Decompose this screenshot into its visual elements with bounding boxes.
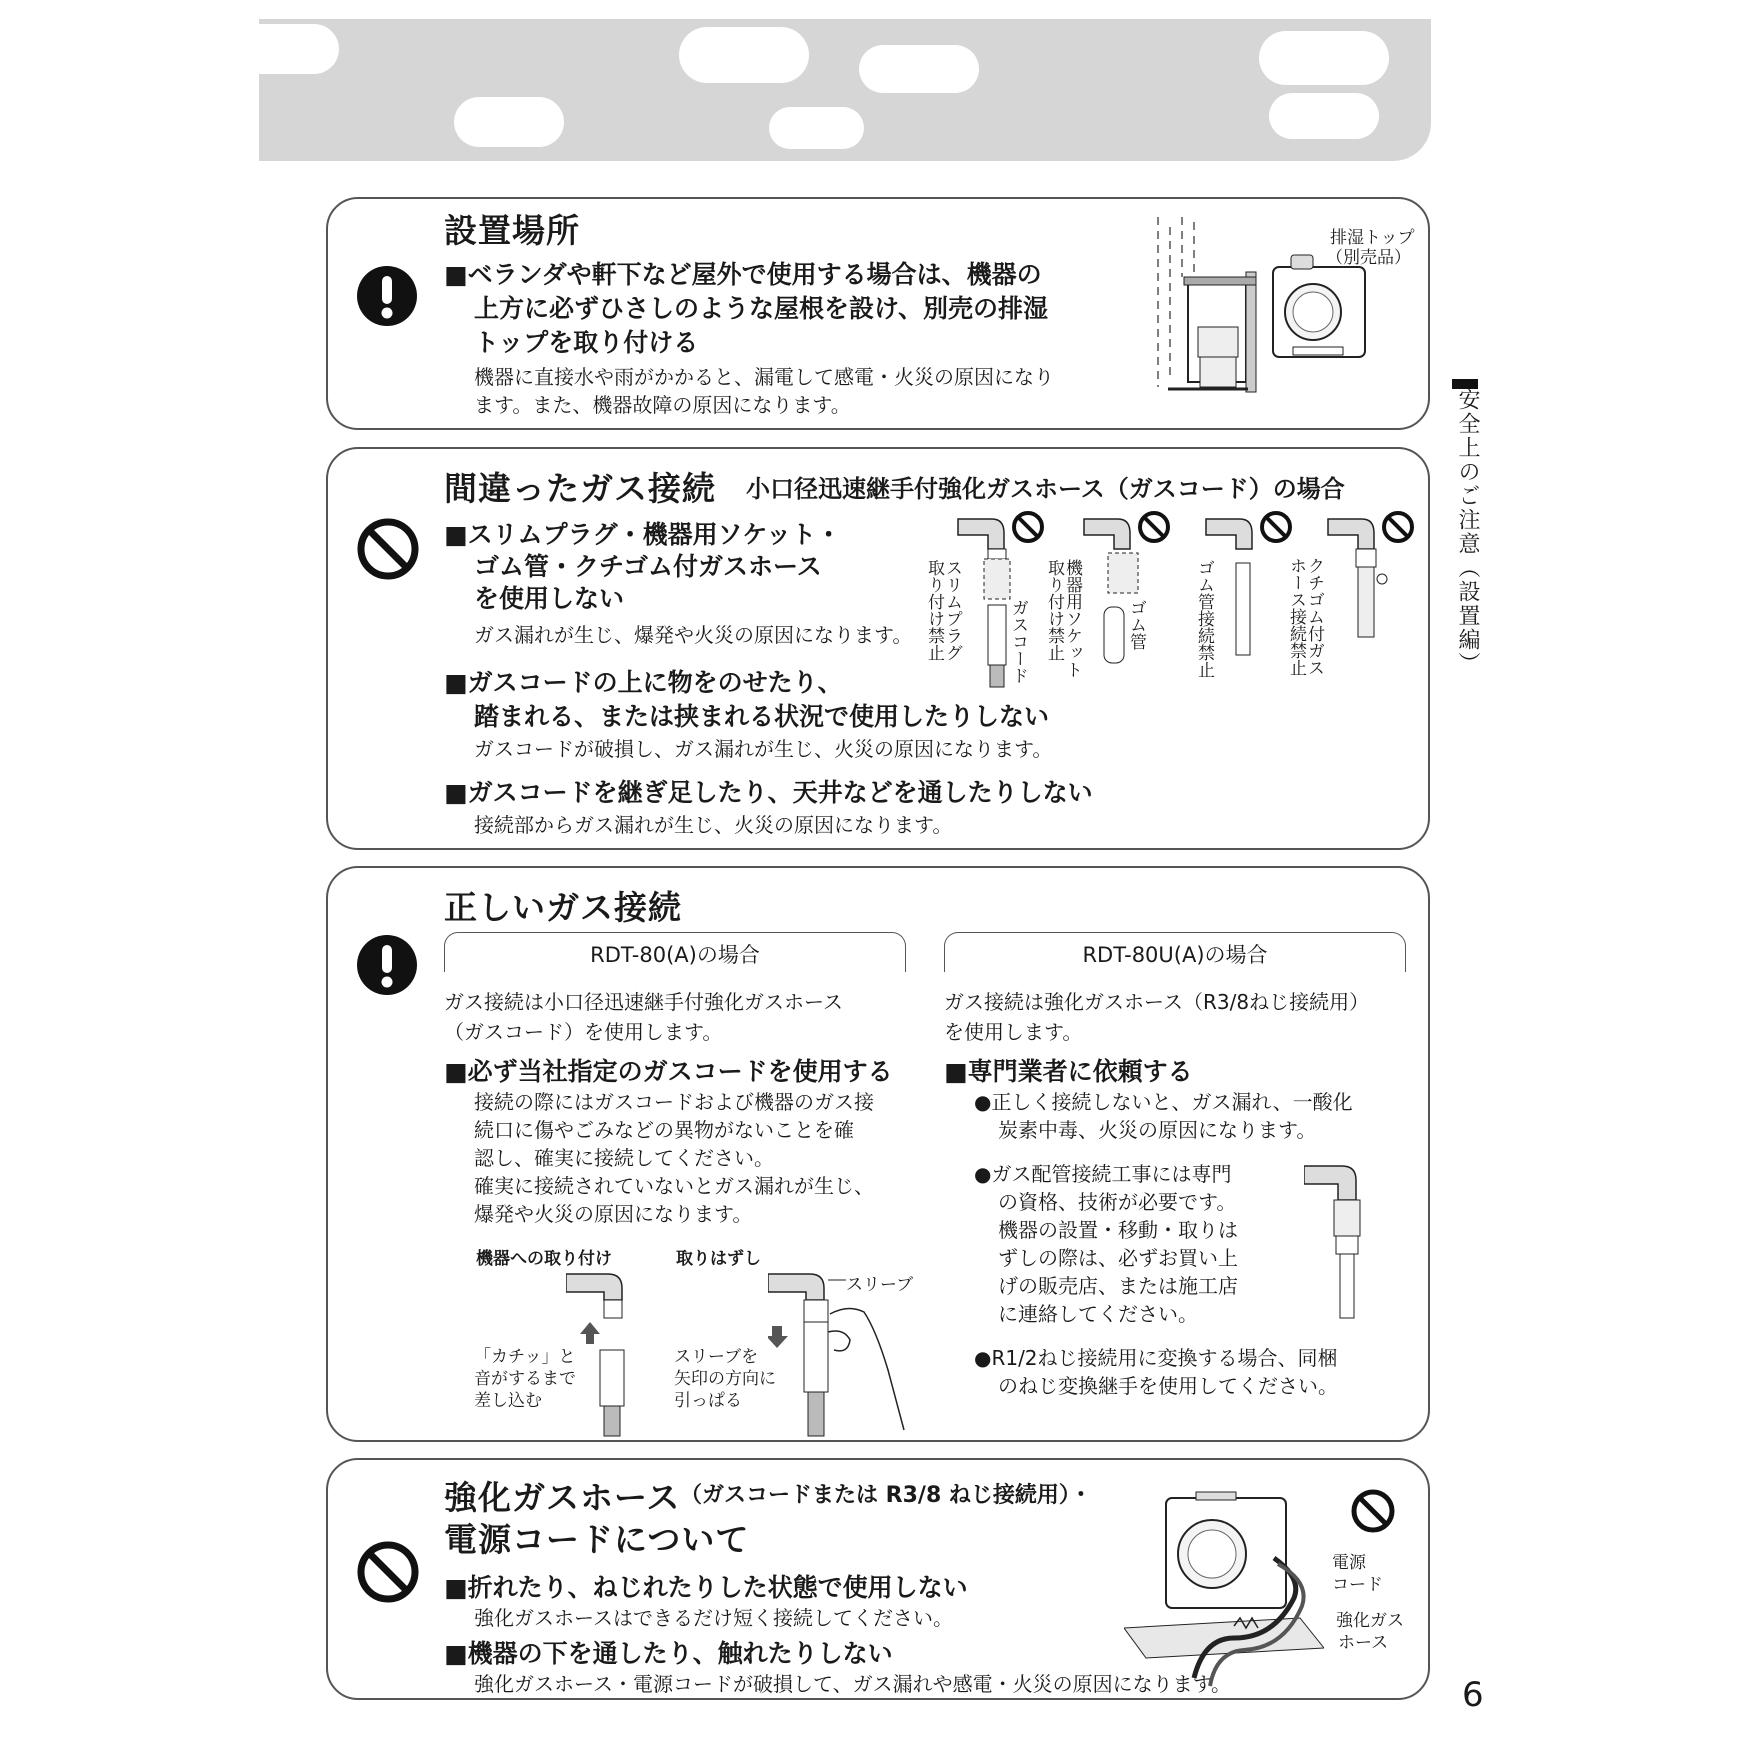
prohibition-icon xyxy=(356,517,420,581)
bullet-line: ■機器の下を通したり、触れたりしない xyxy=(444,1639,893,1668)
mouth-rubber-hose-fitting-illustration xyxy=(1318,509,1418,659)
intro-line: を使用します。 xyxy=(944,1020,1083,1044)
slim-plug-fitting-illustration xyxy=(948,509,1048,689)
bullet-line: 上方に必ずひさしのような屋根を設け、別売の排湿 xyxy=(474,294,1049,323)
cloud xyxy=(454,97,564,147)
note-line: 爆発や火災の原因になります。 xyxy=(474,1202,753,1226)
note-line: 強化ガスホースはできるだけ短く接続してください。 xyxy=(474,1606,953,1630)
figure-label: 電源 xyxy=(1332,1553,1366,1573)
cloud xyxy=(859,45,979,93)
model-tab-rdt80a: RDT-80(A)の場合 xyxy=(444,932,906,972)
attach-gas-cord-illustration xyxy=(566,1270,646,1438)
cloud xyxy=(1259,31,1389,85)
bullet-line: を使用しない xyxy=(474,584,625,613)
cloud xyxy=(679,27,809,83)
figure-vertical-label: ホース接続禁止 xyxy=(1286,557,1306,676)
figure-vertical-label: スリムプラグ xyxy=(942,559,962,661)
figure-caption: 機器への取り付け xyxy=(476,1249,612,1269)
section-correct-gas-connection xyxy=(326,866,1430,1442)
figure-label: 引っぱる xyxy=(674,1391,742,1411)
dryer-cord-hose-illustration xyxy=(1124,1488,1324,1688)
figure-label: コード xyxy=(1332,1575,1383,1595)
note-line: ●正しく接続しないと、ガス漏れ、一酸化 xyxy=(974,1090,1353,1114)
note-line: 強化ガスホース・電源コードが破損して、ガス漏れや感電・火災の原因になります。 xyxy=(474,1672,1231,1696)
note-line: 接続部からガス漏れが生じ、火災の原因になります。 xyxy=(474,813,953,837)
section-subtitle: 小口径迅速継手付強化ガスホース（ガスコード）の場合 xyxy=(746,475,1345,503)
section-hose-and-power-cord xyxy=(326,1458,1430,1700)
bullet-line: ■折れたり、ねじれたりした状態で使用しない xyxy=(444,1573,968,1602)
intro-line: ガス接続は強化ガスホース（R3/8ねじ接続用） xyxy=(944,990,1370,1014)
note-line: 炭素中毒、火災の原因になります。 xyxy=(998,1118,1317,1142)
header-banner xyxy=(259,19,1431,161)
figure-label: 強化ガス xyxy=(1336,1611,1404,1631)
figure-label: 「カチッ」と xyxy=(474,1347,576,1367)
figure-vertical-label: 取り付け禁止 xyxy=(1044,559,1064,661)
warning-exclamation-icon xyxy=(356,934,418,996)
note-line: 機器の設置・移動・取りは xyxy=(998,1218,1238,1242)
threaded-hose-fitting-illustration xyxy=(1304,1160,1374,1320)
note-line: ます。また、機器故障の原因になります。 xyxy=(474,393,851,417)
figure-label: ホース xyxy=(1338,1633,1389,1653)
appliance-socket-fitting-illustration xyxy=(1074,509,1174,679)
figure-vertical-label: 取り付け禁止 xyxy=(924,559,944,661)
bullet-line: ■ガスコードを継ぎ足したり、天井などを通したりしない xyxy=(444,778,1093,807)
bullet-line: ■ガスコードの上に物をのせたり、 xyxy=(444,668,843,697)
note-line: げの販売店、または施工店 xyxy=(998,1274,1238,1298)
page-number: 6 xyxy=(1462,1675,1484,1715)
bullet-line: 踏まれる、または挟まれる状況で使用したりしない xyxy=(474,702,1050,731)
figure-vertical-label: ガスコード xyxy=(1008,599,1028,684)
note-line: に連絡してください。 xyxy=(998,1302,1198,1326)
note-line: のねじ変換継手を使用してください。 xyxy=(998,1374,1338,1398)
figure-vertical-label: 機器用ソケット xyxy=(1062,559,1082,678)
cloud xyxy=(1269,93,1379,139)
section-subtitle: （ガスコードまたは R3/8 ねじ接続用）・ xyxy=(680,1483,1092,1508)
figure-caption: 取りはずし xyxy=(676,1249,761,1269)
cloud xyxy=(769,107,864,149)
section-wrong-gas-connection xyxy=(326,447,1430,850)
section-title: 間違ったガス接続 xyxy=(444,469,716,508)
bullet-line: ■スリムプラグ・機器用ソケット・ xyxy=(444,520,842,549)
note-line: ガスコードが破損し、ガス漏れが生じ、火災の原因になります。 xyxy=(474,737,1053,761)
figure-label: 音がするまで xyxy=(474,1369,576,1389)
note-line: ずしの際は、必ずお買い上 xyxy=(998,1246,1238,1270)
figure-label: 矢印の方向に xyxy=(674,1369,776,1389)
section-title: 設置場所 xyxy=(444,211,580,250)
bullet-line: ■ベランダや軒下など屋外で使用する場合は、機器の xyxy=(444,260,1042,289)
note-line: の資格、技術が必要です。 xyxy=(998,1190,1237,1214)
prohibition-icon xyxy=(356,1540,420,1604)
note-line: ガス漏れが生じ、爆発や火災の原因になります。 xyxy=(474,623,913,647)
figure-vertical-label: クチゴム付ガス xyxy=(1304,557,1324,676)
note-line: 接続の際にはガスコードおよび機器のガス接 xyxy=(474,1090,874,1114)
intro-line: ガス接続は小口径迅速継手付強化ガスホース xyxy=(444,990,843,1014)
figure-label: （別売品） xyxy=(1326,248,1411,268)
bullet-line: ■専門業者に依頼する xyxy=(944,1057,1193,1086)
section-title: 強化ガスホース xyxy=(444,1478,681,1517)
note-line: ●R1/2ねじ接続用に変換する場合、同梱 xyxy=(974,1346,1338,1370)
figure-vertical-label: ゴム管接続禁止 xyxy=(1194,559,1214,678)
model-tab-rdt80ua: RDT-80U(A)の場合 xyxy=(944,932,1406,972)
bullet-line: ゴム管・クチゴム付ガスホース xyxy=(474,552,822,581)
figure-label: 排湿トップ xyxy=(1330,228,1415,248)
detach-gas-cord-illustration xyxy=(768,1270,908,1438)
side-label: 安全上のご注意（設置編） xyxy=(1455,388,1480,676)
figure-vertical-label: ゴム管 xyxy=(1126,599,1146,650)
warning-exclamation-icon xyxy=(356,265,418,327)
note-line: 続口に傷やごみなどの異物がないことを確 xyxy=(474,1118,854,1142)
prohibition-icon xyxy=(1350,1488,1396,1534)
section-title: 正しいガス接続 xyxy=(444,888,682,927)
figure-label: スリーブ xyxy=(846,1275,914,1295)
note-line: 確実に接続されていないとガス漏れが生じ、 xyxy=(474,1174,874,1198)
cloud xyxy=(259,24,339,74)
note-line: ●ガス配管接続工事には専門 xyxy=(974,1162,1232,1186)
figure-label: 差し込む xyxy=(474,1391,542,1411)
section-installation-location xyxy=(326,197,1430,430)
figure-label: スリーブを xyxy=(674,1347,759,1367)
section-title: 電源コードについて xyxy=(444,1520,750,1559)
note-line: 認し、確実に接続してください。 xyxy=(474,1146,774,1170)
note-line: 機器に直接水や雨がかかると、漏電して感電・火災の原因になり xyxy=(474,365,1054,389)
bullet-line: トップを取り付ける xyxy=(474,328,699,357)
bullet-line: ■必ず当社指定のガスコードを使用する xyxy=(444,1057,893,1086)
intro-line: （ガスコード）を使用します。 xyxy=(444,1020,723,1044)
